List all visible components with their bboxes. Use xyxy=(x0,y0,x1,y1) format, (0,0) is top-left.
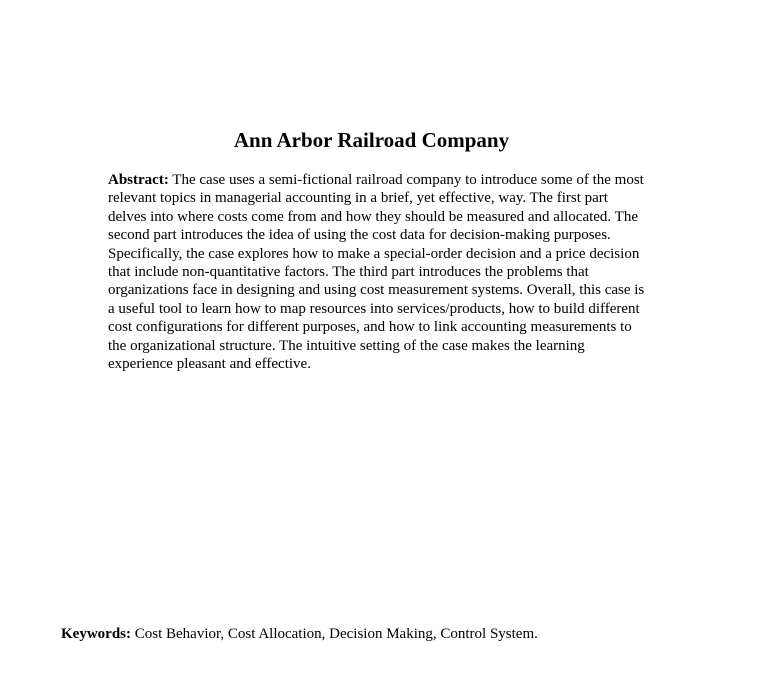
abstract-line: cost configurations for different purposes, and how to link accounting measurements to xyxy=(108,319,632,336)
abstract-text: The case uses a semi-fictional railroad company to introduce some of the most xyxy=(168,172,644,188)
abstract-line: a useful tool to learn how to map resources into services/products, how to build different xyxy=(108,300,640,317)
abstract-line: organizations face in designing and using cost measurement systems. Overall, this case is xyxy=(108,282,645,299)
abstract-line: relevant topics in managerial accounting in a brief, yet effective, way. The first part xyxy=(108,190,608,207)
abstract-line xyxy=(108,171,686,189)
abstract-label: Abstract: xyxy=(108,172,169,188)
abstract-line: experience pleasant and effective. xyxy=(108,356,311,373)
abstract-line: that include non-quantitative factors. The third part introduces the problems that xyxy=(108,264,589,281)
keywords-line xyxy=(61,625,538,643)
keywords-label: Keywords: xyxy=(61,626,131,642)
keywords-text: Cost Behavior, Cost Allocation, Decision Making, Control System. xyxy=(131,626,538,642)
abstract-paragraph xyxy=(108,171,686,373)
abstract-line: delves into where costs come from and how they should be measured and allocated. The xyxy=(108,208,638,225)
abstract-line: the organizational structure. The intuitive setting of the case makes the learning xyxy=(108,337,585,354)
abstract-line: second part introduces the idea of using the cost data for decision-making purposes. xyxy=(108,227,611,244)
abstract-line: Specifically, the case explores how to make a special-order decision and a price decision xyxy=(108,245,640,262)
page-title: Ann Arbor Railroad Company xyxy=(233,128,510,152)
